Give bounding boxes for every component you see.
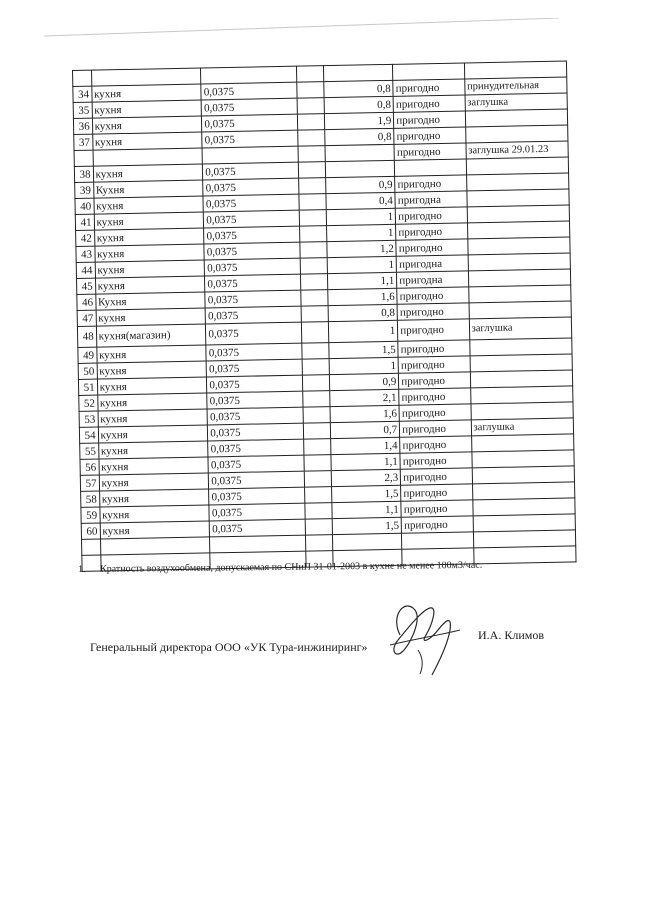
note-cell [464,61,567,79]
value-cell: 1,4 [331,437,400,454]
room-cell: кухня [92,132,202,150]
value-cell: 0,4 [326,192,395,209]
note-cell [473,546,576,564]
value-cell: 1 [329,320,398,342]
value-cell: 1,1 [328,272,397,289]
area-cell: 0,0375 [207,391,303,409]
row-number: 57 [80,475,99,491]
value-cell: 1 [329,357,398,374]
row-number: 49 [78,347,97,363]
status-cell: пригодно [393,79,465,96]
room-cell: кухня [99,505,209,523]
handwritten-signature-icon [360,590,470,680]
note-cell [470,354,573,372]
room-cell: кухня [98,441,208,459]
area-cell: 0,0375 [203,162,299,180]
blank-cell [299,194,327,211]
status-cell: пригодно [394,127,466,144]
note-cell [472,450,575,468]
value-cell [326,160,395,177]
status-cell: пригодно [400,452,472,469]
blank-cell [298,178,326,195]
status-cell: пригодно [393,95,465,112]
status-cell: пригодно [394,111,466,128]
status-cell: пригодно [399,404,471,421]
note-cell [468,269,571,287]
note-cell [472,466,575,484]
status-cell: пригодно [400,468,472,485]
blank-cell [301,306,329,323]
note-cell [465,125,568,143]
blank-cell [304,455,332,472]
blank-cell [296,66,324,83]
note-cell: заглушка 29.01.23 [466,141,569,159]
note-cell [467,189,570,207]
room-cell: кухня [98,425,208,443]
room-cell: кухня [94,244,204,262]
area-cell: 0,0375 [205,258,301,276]
row-number: 54 [79,427,98,443]
row-number: 36 [73,118,92,134]
room-cell: кухня [92,116,202,134]
status-cell [402,532,474,549]
status-cell: пригодно [398,319,470,341]
note-cell [471,402,574,420]
note-cell [469,301,572,319]
value-cell: 0,8 [324,96,393,113]
blank-cell [303,391,331,408]
room-cell: кухня [95,276,205,294]
room-cell: кухня(магазин) [96,324,206,347]
room-cell: кухня [97,377,207,395]
area-cell: 0,0375 [209,503,305,521]
row-number: 52 [79,395,98,411]
blank-cell [298,162,326,179]
room-cell: Кухня [95,292,205,310]
status-cell: пригодно [401,484,473,501]
area-cell: 0,0375 [202,130,298,148]
value-cell: 1,9 [325,112,394,129]
area-cell [201,66,297,84]
status-cell: пригодна [396,255,468,272]
blank-cell [297,82,325,99]
status-cell: пригодно [395,207,467,224]
room-cell: кухня [94,196,204,214]
area-cell: 0,0375 [210,519,306,537]
area-cell: 0,0375 [209,471,305,489]
room-cell: кухня [97,393,207,411]
room-cell: кухня [96,345,206,363]
area-cell: 0,0375 [201,98,297,116]
value-cell: 1 [327,224,396,241]
value-cell: 1,5 [332,517,401,534]
row-number: 48 [77,326,96,347]
note-cell [470,386,573,404]
blank-cell [305,519,333,536]
room-cell: кухня [99,457,209,475]
room-cell: кухня [100,521,210,539]
status-cell: пригодна [397,271,469,288]
note-cell [468,253,571,271]
status-cell: пригодно [398,340,470,357]
status-cell: пригодно [397,287,469,304]
row-number: 44 [76,262,95,278]
blank-cell [302,359,330,376]
room-cell: кухня [99,489,209,507]
row-number: 40 [75,198,94,214]
status-cell: пригодно [399,388,471,405]
status-cell: пригодно [397,303,469,320]
note-cell [466,157,569,175]
blank-cell [305,503,333,520]
row-number: 50 [78,363,97,379]
footnote-number: 1. [78,563,86,575]
value-cell: 0,8 [325,128,394,145]
area-cell: 0,0375 [206,343,302,361]
row-number: 46 [77,294,96,310]
area-cell: 0,0375 [207,407,303,425]
note-cell [470,370,573,388]
area-cell: 0,0375 [205,290,301,308]
row-number: 56 [80,459,99,475]
row-number: 35 [73,102,92,118]
row-number: 42 [76,230,95,246]
room-cell: кухня [94,228,204,246]
status-cell: пригодно [395,175,467,192]
blank-cell [300,242,328,259]
row-number: 43 [76,246,95,262]
area-cell: 0,0375 [204,210,300,228]
area-cell: 0,0375 [205,306,301,324]
row-number: 41 [75,214,94,230]
row-number: 38 [74,166,93,182]
blank-cell [297,130,325,147]
row-number: 45 [77,278,96,294]
status-cell: пригодно [396,223,468,240]
row-number: 39 [75,182,94,198]
value-cell: 0,7 [331,421,400,438]
value-cell: 1 [327,256,396,273]
status-cell: пригодно [401,516,473,533]
room-cell: кухня [94,212,204,230]
blank-cell [297,114,325,131]
status-cell: пригодна [395,191,467,208]
status-cell: пригодно [399,372,471,389]
row-number: 58 [81,491,100,507]
note-cell [467,237,570,255]
room-cell: Кухня [93,180,203,198]
area-cell [202,146,298,164]
value-cell [325,144,394,161]
status-cell: пригодно [396,239,468,256]
blank-cell [302,343,330,360]
blank-cell [302,375,330,392]
blank-cell [303,423,331,440]
note-cell [472,498,575,516]
area-cell [210,535,306,553]
room-cell: кухня [92,100,202,118]
value-cell: 0,9 [326,176,395,193]
room-cell: кухня [91,84,201,102]
note-cell [465,109,568,127]
row-number: 34 [73,86,92,102]
value-cell: 0,8 [324,80,393,97]
area-cell: 0,0375 [202,114,298,132]
status-cell: пригодно [400,420,472,437]
blank-cell [304,471,332,488]
signer-position: Генеральный директора ООО «УК Тура-инжиниринг» [90,640,368,654]
status-cell: пригодно [394,143,466,160]
blank-cell [301,322,329,344]
value-cell: 1,1 [331,453,400,470]
note-cell [473,530,576,548]
room-cell: кухня [99,473,209,491]
blank-cell [298,146,326,163]
area-cell: 0,0375 [209,487,305,505]
row-number: 37 [74,134,93,150]
value-cell: 1 [326,208,395,225]
ventilation-table [72,60,577,571]
value-cell: 1,2 [327,240,396,257]
area-cell: 0,0375 [206,322,302,345]
blank-cell [301,290,329,307]
area-cell: 0,0375 [207,375,303,393]
value-cell: 1,6 [328,288,397,305]
note-cell [472,482,575,500]
row-number: 59 [81,507,100,523]
value-cell: 0,9 [330,373,399,390]
row-number: 47 [77,310,96,326]
blank-cell [300,258,328,275]
note-cell [469,338,572,356]
blank-cell [305,535,333,552]
note-cell [467,221,570,239]
value-cell: 2,3 [331,469,400,486]
note-cell [473,514,576,532]
row-number: 55 [80,443,99,459]
area-cell: 0,0375 [204,226,300,244]
area-cell: 0,0375 [208,423,304,441]
status-cell: пригодно [400,436,472,453]
row-number: 53 [79,411,98,427]
status-cell [393,63,465,80]
blank-cell [303,407,331,424]
note-cell: заглушка [471,418,574,436]
area-cell: 0,0375 [205,274,301,292]
note-cell [471,434,574,452]
blank-cell [299,210,327,227]
area-cell: 0,0375 [204,242,300,260]
note-cell [466,173,569,191]
blank-cell [303,439,331,456]
value-cell [333,533,402,550]
row-number [74,150,93,166]
value-cell: 1,1 [332,501,401,518]
value-cell: 2,1 [330,389,399,406]
room-cell: кухня [98,409,208,427]
value-cell: 1,6 [330,405,399,422]
area-cell: 0,0375 [203,194,299,212]
note-cell: заглушка [465,93,568,111]
row-number: 51 [78,379,97,395]
footnote-text: Кратность воздухообмена, допускаемая по СНиП 31-01-2003 в кухне не менее 100м3/час. [99,559,483,575]
status-cell: пригодно [398,356,470,373]
note-cell: принудительная [464,77,567,95]
blank-cell [304,487,332,504]
note-cell [467,205,570,223]
row-number [73,70,92,86]
signer-name: И.А. Климов [478,628,545,642]
area-cell: 0,0375 [208,455,304,473]
value-cell: 1,5 [329,341,398,358]
note-cell: заглушка [469,317,572,340]
area-cell: 0,0375 [206,359,302,377]
room-cell: кухня [96,308,206,326]
area-cell: 0,0375 [203,178,299,196]
value-cell: 1,5 [332,485,401,502]
scan-edge-line [44,18,559,20]
blank-cell [300,274,328,291]
status-cell: пригодно [401,500,473,517]
room-cell: кухня [95,260,205,278]
status-cell [395,159,467,176]
room-cell: кухня [93,164,203,182]
note-cell [468,285,571,303]
value-cell: 0,8 [328,304,397,321]
area-cell: 0,0375 [208,439,304,457]
room-cell: кухня [97,361,207,379]
area-cell: 0,0375 [201,82,297,100]
row-number: 60 [81,523,100,539]
blank-cell [297,98,325,115]
row-number [82,539,101,555]
blank-cell [299,226,327,243]
value-cell [324,64,393,81]
